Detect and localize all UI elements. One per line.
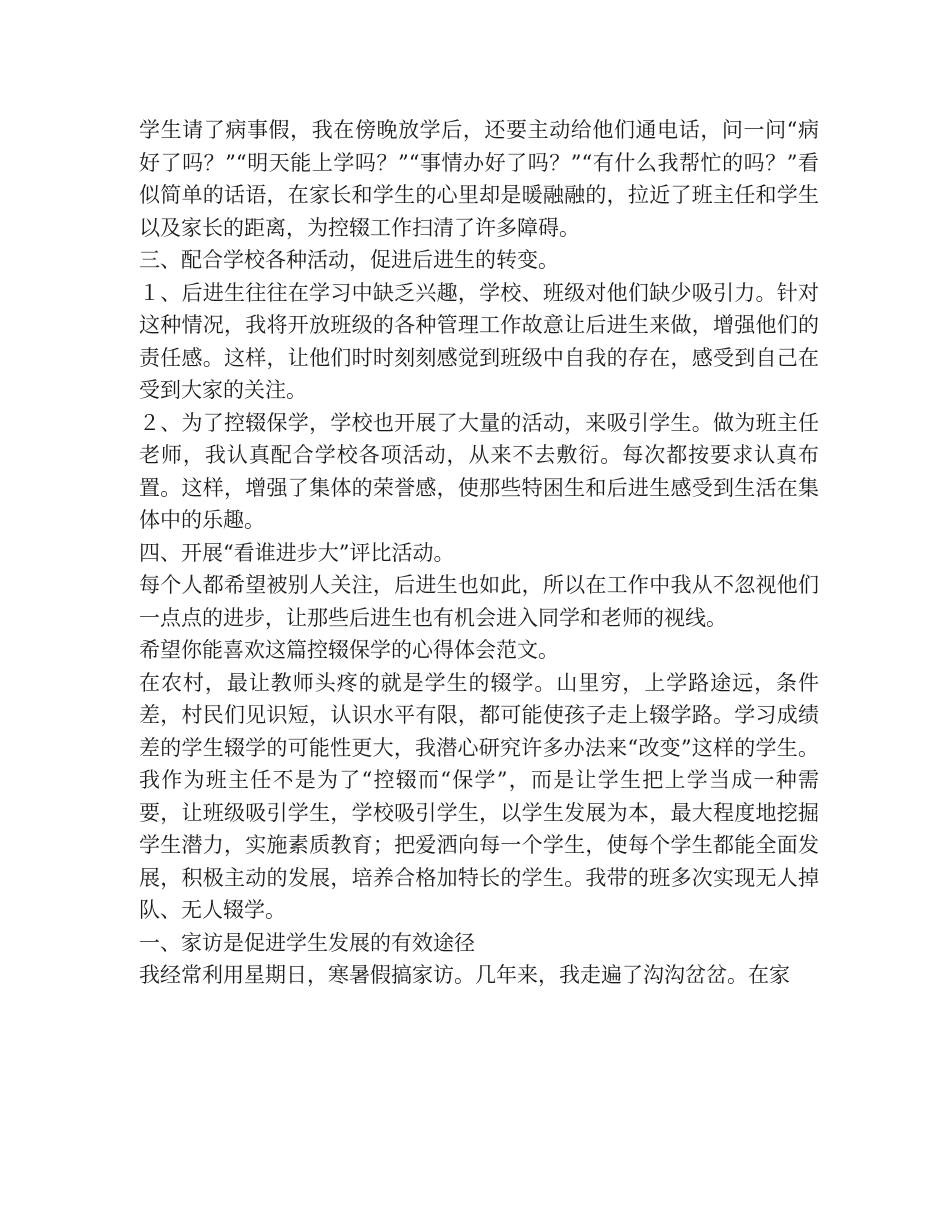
paragraph-rural-intro: 在农村，最让教师头疼的就是学生的辍学。山里穷，上学路途远，条件差，村民们见识短，认识水平有限，都可能使孩子走上辍学路。学习成绩差的学生辍学的可能性更大，我潜心研究许多办法来“改变”这样的学生。我作为班主任不是为了“控辍而“保学”，而是让学生把上学当成一种需要，让班级吸引学生，学校吸引学生，以学生发展为本，最大程度地挖掘学生潜力，实施素质教育；把爱洒向每一个学生，使每个学生都能全面发展，积极主动的发展，培养合格加特长的学生。我带的班多次实现无人掉队、无人辍学。 [139,670,819,922]
paragraph-home-visits: 我经常利用星期日，寒暑假搞家访。几年来，我走遍了沟沟岔岔。在家 [139,963,790,987]
paragraph-closing-wish: 希望你能喜欢这篇控辍保学的心得体会范文。 [139,638,559,662]
heading-section-three: 三、配合学校各种活动，促进后进生的转变。 [139,248,559,272]
paragraph-item-two: ２、为了控辍保学，学校也开展了大量的活动，来吸引学生。做为班主任老师，我认真配合学校各项活动，从来不去敷衍。每次都按要求认真布置。这样，增强了集体的荣誉感，使那些特困生和后进生感受到生活在集体中的乐趣。 [139,410,819,532]
paragraph-attention: 每个人都希望被别人关注，后进生也如此，所以在工作中我从不忽视他们一点点的进步，让那些后进生也有机会进入同学和老师的视线。 [139,573,819,630]
heading-section-one: 一、家访是促进学生发展的有效途径 [139,930,475,955]
heading-section-four: 四、开展“看谁进步大”评比活动。 [139,540,455,565]
paragraph-item-one: １、后进生往往在学习中缺乏兴趣，学校、班级对他们缺少吸引力。针对这种情况，我将开放班级的各种管理工作故意让后进生来做，增强他们的责任感。这样，让他们时时刻刻感觉到班级中自我的存在，感受到自己在受到大家的关注。 [139,280,819,402]
paragraph-sick-leave-calls: 学生请了病事假，我在傍晚放学后，还要主动给他们通电话，问一问“病好了吗？”“明天能上学吗？”“事情办好了吗？”“有什么我帮忙的吗？”看似简单的话语，在家长和学生的心里却是暖融融的，拉近了班主任和学生以及家长的距离，为控辍工作扫清了许多障碍。 [139,118,819,240]
document-body [139,114,819,992]
